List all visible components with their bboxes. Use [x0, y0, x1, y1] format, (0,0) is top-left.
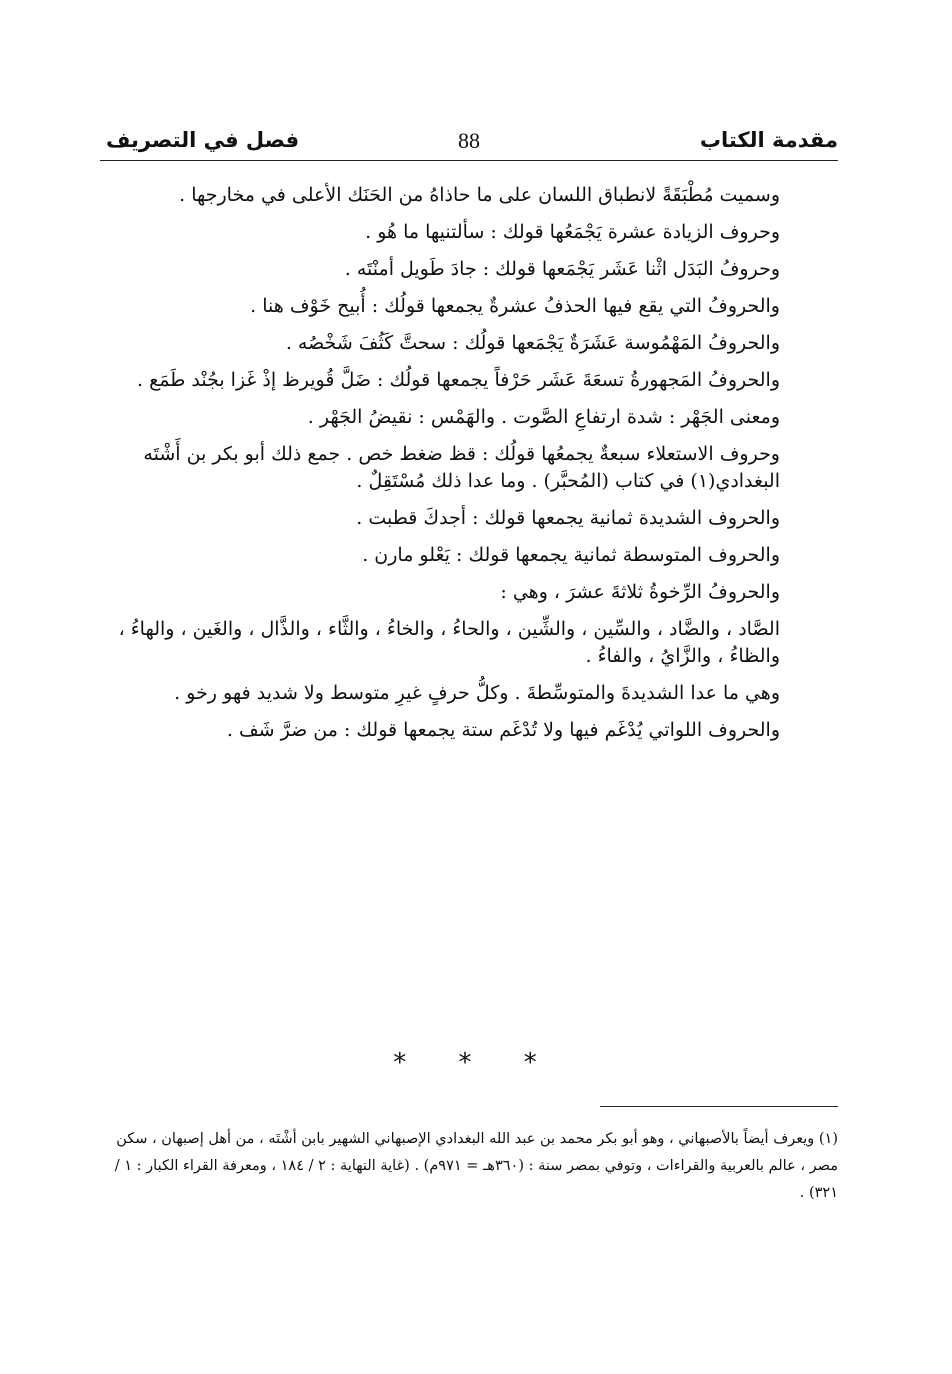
paragraph: والحروفُ التي يقع فيها الحذفُ عشرةٌ يجمعها قولُك : أُبيح خَوْف هنا .	[250, 295, 780, 317]
page-header	[100, 122, 838, 162]
paragraph: والحروف المتوسطة ثمانية يجمعها قولك : يَعْلو مارن .	[362, 544, 780, 566]
paragraph: والحروفُ الرِّخوةُ ثلاثةَ عشرَ ، وهي :	[500, 581, 780, 603]
paragraph: والحروف اللواتي يُدْغَم فيها ولا تُدْغَم ستة يجمعها قولك : من ضرَّ شَف .	[226, 719, 780, 741]
paragraph: وحروفُ البَدَل اثْنا عَشَر يَجْمَعها قولك : جادَ طَويل أمنْتَه .	[344, 258, 780, 280]
paragraph: والحروفُ المَجهورةُ تسعَةَ عَشَر حَرْفاً يجمعها قولُك : ضَلَّ قُويرظ إذْ غَزا بجُنْد طَمَع .	[137, 369, 780, 391]
footnote-rule	[600, 1106, 838, 1107]
footnote: (١) ويعرف أيضاً بالأصبهاني ، وهو أبو بكر محمد بن عبد الله البغدادي الإصبهاني الشهير بابن أشْتَه ، من أهل إصبهان ، سكن مصر ، عالم بالعربية والقراءات ، وتوفي بمصر سنة : (٣٦٠هـ = ٩٧١م) . (غاية النهاية : ٢ / ١٨٤ ، ومعرفة القراء الكبار : ١ / ٣٢١) .	[114, 1131, 838, 1201]
header-rule	[100, 160, 838, 161]
page-number: 88	[458, 128, 480, 153]
main-text	[100, 182, 838, 754]
paragraph: والحروفُ المَهْمُوسة عَشَرَةٌ يَجْمَعها قولُك : سحتَّ كَثُفَ شَخْصُه .	[285, 332, 780, 354]
paragraph: والحروف الشديدة ثمانية يجمعها قولك : أجدكَ قطبت .	[356, 507, 780, 529]
section-separator: * * *	[393, 1048, 559, 1078]
chapter-title: مقدمة الكتاب	[699, 128, 838, 152]
paragraph: وسميت مُطْبَقَةً لانطباق اللسان على ما حاذاهُ من الحَنَك الأعلى في مخارجها .	[179, 184, 780, 206]
paragraph: وحروف الاستعلاء سبعةٌ يجمعُها قولُك : قظ ضغط خص . جمع ذلك أبو بكر بن أَشْتَه البغدادي(١) في كتاب (المُحبَّر) . وما عدا ذلك مُسْتَقِلٌ .	[143, 443, 780, 492]
paragraph: وهي ما عدا الشديدةَ والمتوسِّطةَ . وكلُّ حرفٍ غيرِ متوسط ولا شديد فهو رخو .	[174, 682, 780, 704]
paragraph: وحروف الزيادة عشرة يَجْمَعُها قولك : سألتنيها ما هُو .	[365, 221, 780, 243]
paragraph: الصَّاد ، والضَّاد ، والسِّين ، والشِّين ، والحاءُ ، والخاءُ ، والثَّاء ، والذَّال ، والغَين ، والهاءُ ، والظاءُ ، والزَّايُ ، والفاءُ .	[118, 618, 780, 667]
section-title: فصل في التصريف	[106, 128, 300, 152]
paragraph: ومعنى الجَهْر : شدة ارتفاعِ الصَّوت . والهَمْس : نقيضُ الجَهْر .	[307, 406, 780, 428]
